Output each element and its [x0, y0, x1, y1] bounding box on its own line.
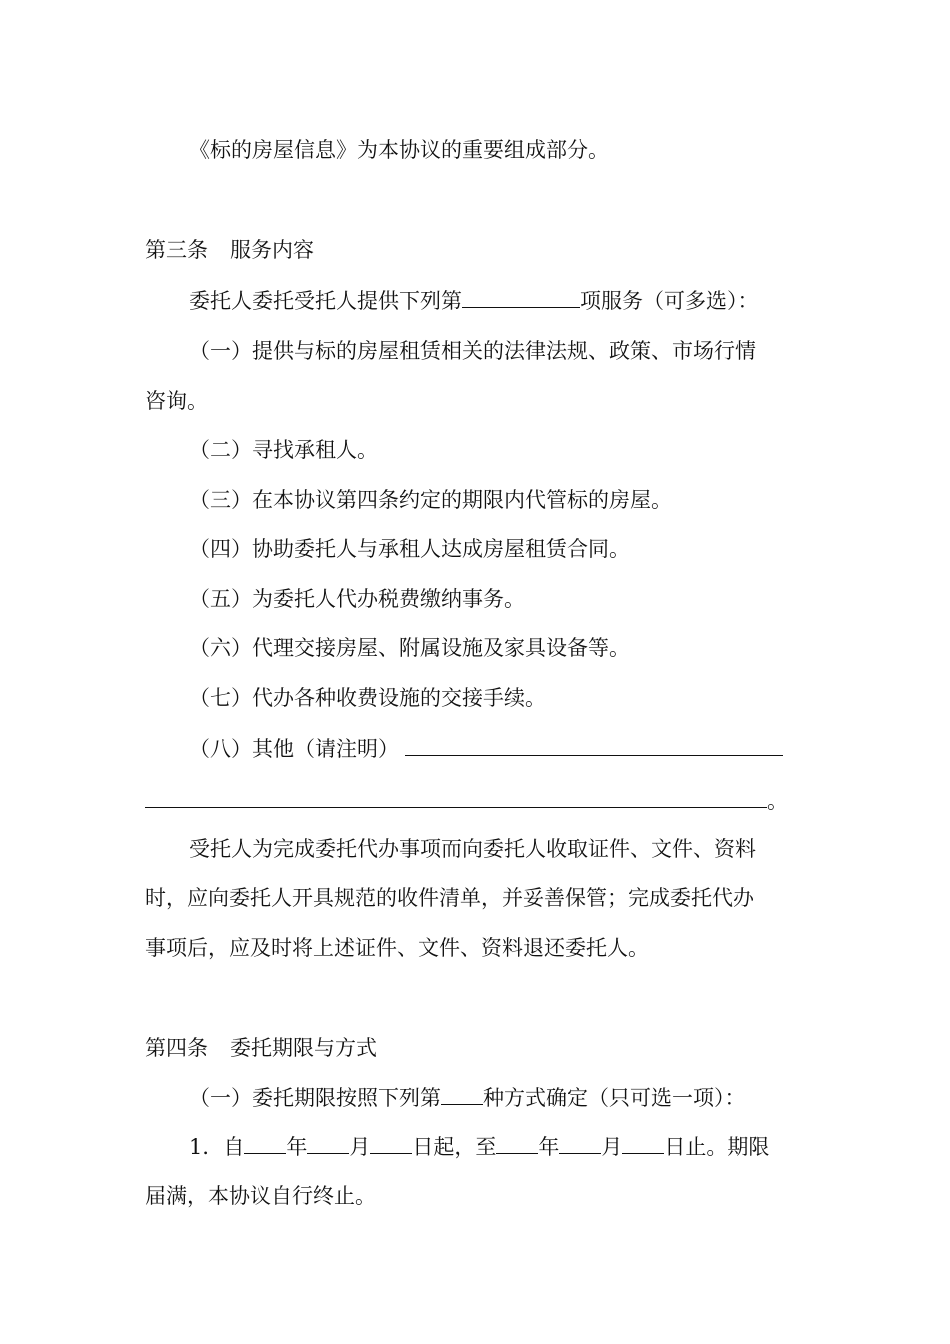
item2-text: （二）寻找承租人。 [189, 438, 378, 462]
intro-text: 《标的房屋信息》为本协议的重要组成部分。 [189, 138, 609, 162]
item1-text-b: 咨询。 [145, 389, 208, 413]
service-item-8 [189, 733, 783, 763]
item6-text: （六）代理交接房屋、附属设施及家具设备等。 [189, 636, 630, 660]
other-service-blank-2[interactable] [145, 785, 767, 808]
article3-lead [189, 285, 759, 315]
sub1-text-b: 种方式确定（只可选一项）： [483, 1086, 746, 1110]
sub1-text-a: （一）委托期限按照下列第 [189, 1086, 441, 1110]
service-item-1 [189, 336, 756, 366]
article3-number: 第三条 [145, 238, 208, 262]
item7-text: （七）代办各种收费设施的交接手续。 [189, 686, 546, 710]
para-text-b: 时，应向委托人开具规范的收件清单，并妥善保管；完成委托代办 [145, 886, 754, 910]
end-day-blank[interactable] [622, 1131, 664, 1154]
other-service-blank[interactable] [405, 733, 783, 756]
item3-text: （三）在本协议第四条约定的期限内代管标的房屋。 [189, 488, 672, 512]
service-item-2 [189, 435, 378, 465]
opt1-year-label: 年 [286, 1135, 308, 1159]
service-item-7 [189, 683, 546, 713]
opt1-cont-text: 届满，本协议自行终止。 [145, 1184, 376, 1208]
item4-text: （四）协助委托人与承租人达成房屋租赁合同。 [189, 537, 630, 561]
service-item-6 [189, 633, 630, 663]
intro-paragraph [189, 135, 609, 165]
opt1-end-year-label: 年 [538, 1135, 560, 1159]
article3-heading [145, 235, 314, 265]
service-number-blank[interactable] [462, 285, 580, 308]
lead-text-a: 委托人委托受托人提供下列第 [189, 289, 462, 313]
start-year-blank[interactable] [244, 1131, 286, 1154]
opt1-end-day-label: 日止。期限 [664, 1135, 770, 1159]
opt1-day-label: 日起，至 [412, 1135, 497, 1159]
article3-title: 服务内容 [230, 238, 314, 262]
term-option-1 [189, 1131, 769, 1161]
article4-heading [145, 1033, 377, 1063]
service-item-3 [189, 485, 672, 515]
item8-text: （八）其他（请注明） [189, 737, 399, 761]
service-item-5 [189, 584, 525, 614]
opt1-number: 1．自 [189, 1135, 245, 1159]
documents-paragraph-l2 [145, 883, 754, 913]
documents-paragraph-l1 [189, 834, 756, 864]
end-year-blank[interactable] [496, 1131, 538, 1154]
para-text-a: 受托人为完成委托代办事项而向委托人收取证件、文件、资料 [189, 837, 756, 861]
article4-number: 第四条 [145, 1036, 208, 1060]
term-method [189, 1082, 746, 1112]
service-item-8-cont [145, 785, 788, 815]
item8-end: 。 [767, 789, 788, 813]
opt1-month-label: 月 [349, 1135, 371, 1159]
item5-text: （五）为委托人代办税费缴纳事务。 [189, 587, 525, 611]
start-month-blank[interactable] [307, 1131, 349, 1154]
start-day-blank[interactable] [370, 1131, 412, 1154]
para-text-c: 事项后，应及时将上述证件、文件、资料退还委托人。 [145, 936, 649, 960]
article4-title: 委托期限与方式 [230, 1036, 377, 1060]
method-number-blank[interactable] [441, 1082, 483, 1105]
item1-text-a: （一）提供与标的房屋租赁相关的法律法规、政策、市场行情 [189, 339, 756, 363]
term-option-1-cont [145, 1181, 376, 1211]
documents-paragraph-l3 [145, 933, 649, 963]
opt1-end-month-label: 月 [601, 1135, 623, 1159]
service-item-1-cont [145, 386, 208, 416]
end-month-blank[interactable] [559, 1131, 601, 1154]
lead-text-b: 项服务（可多选）： [580, 289, 759, 313]
service-item-4 [189, 534, 630, 564]
